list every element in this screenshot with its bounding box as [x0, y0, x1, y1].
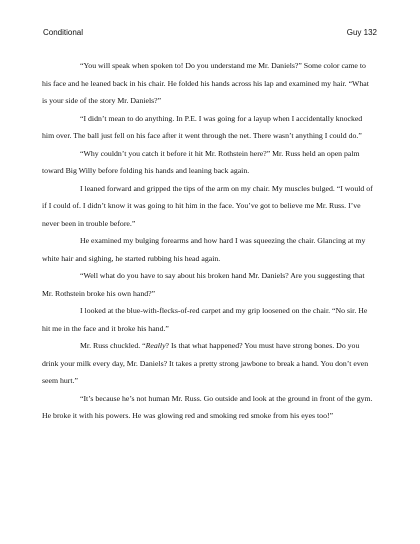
header-title: Conditional — [43, 28, 84, 37]
paragraph-2: “I didn’t mean to do anything. In P.E. I was going for a layup when I accidentally knocked him over. The ball just fell on his face after it went through the net. There wasn’t anything I could do.” — [42, 113, 363, 140]
header-page-number: Guy 132 — [346, 28, 377, 37]
paragraph-9: “It’s because he’s not human Mr. Russ. Go outside and look at the ground in front of the gym. He broke it with his powers. He was glowing red and smoking red smoke from his eyes too!” — [42, 393, 373, 420]
paragraph-8-end: ? Is that what happened? You must have strong bones. Do you drink your milk every day, Mr. Daniels? It takes a pretty strong jawbone to break a hand. You don’t even seem hurt.” — [42, 341, 369, 385]
paragraph-8 — [42, 337, 376, 390]
paragraph-4: I leaned forward and gripped the tips of the arm on my chair. My muscles bulged. “I would of if I could of. I didn’t know it was going to hit him in the face. You’ve got to believe me Mr. Russ. I’ve never been in trouble before.” — [42, 183, 373, 228]
paragraph-3: “Why couldn’t you catch it before it hit Mr. Rothstein here?” Mr. Russ held an open palm toward Big Willy before folding his hands and leaning back again. — [42, 148, 360, 175]
emphasized-word: Really — [145, 341, 166, 350]
body-text — [42, 57, 376, 425]
paragraph-5: He examined my bulging forearms and how hard I was squeezing the chair. Glancing at my white hair and sighing, he started rubbing his head again. — [42, 236, 366, 263]
paragraph-1: “You will speak when spoken to! Do you understand me Mr. Daniels?” Some color came to his face and he leaned back in his chair. He folded his hands across his lap and examined my hair. “What is your side of the story Mr. Daniels?” — [42, 61, 369, 105]
paragraph-8-start: Mr. Russ chuckled. “ — [80, 341, 146, 350]
paragraph-6: “Well what do you have to say about his broken hand Mr. Daniels? Are you suggesting that Mr. Rothstein broke his own hand?” — [42, 271, 365, 298]
running-header — [43, 27, 377, 39]
paragraph-7: I looked at the blue-with-flecks-of-red carpet and my grip loosened on the chair. “No sir. He hit me in the face and it broke his hand.” — [42, 306, 368, 333]
